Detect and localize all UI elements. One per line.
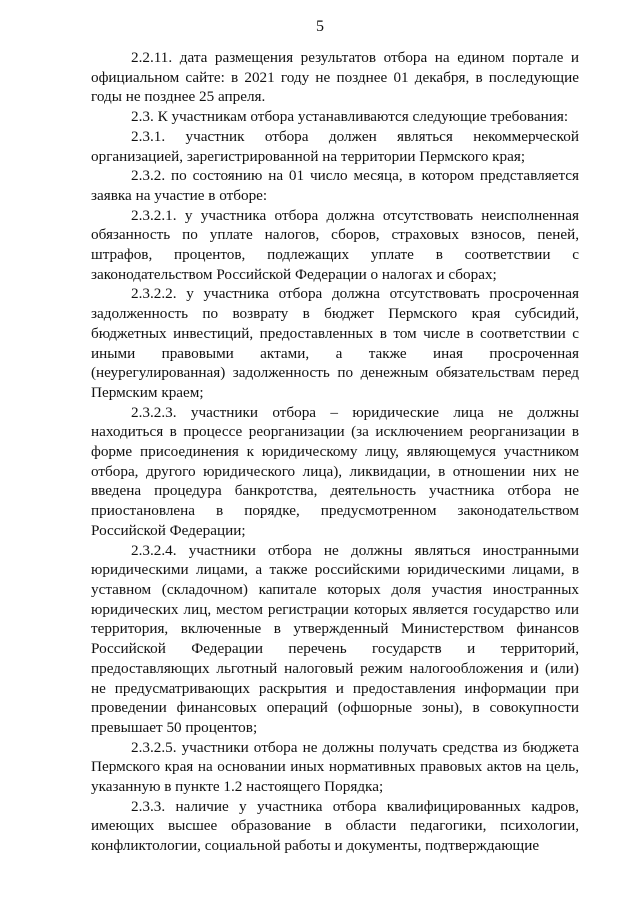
paragraph-2-3-1: 2.3.1. участник отбора должен являться некоммерческой организацией, зарегистрированной на территории Пермского края; <box>91 127 579 165</box>
paragraph-2-3-2-3: 2.3.2.3. участники отбора – юридические лица не должны находиться в процессе реорганизации (за исключением реорганизации в форме присоединения к юридическому лицу, являющемуся участником отбора, другого юридического лица), ликвидации, в отношении них не введена процедура банкротства, деятельность участника отбора не приостановлена в порядке, предусмотренном законодательством Российской Федерации; <box>91 403 579 539</box>
paragraph-2-2-11: 2.2.11. дата размещения результатов отбора на едином портале и официальном сайте: в 2021 году не позднее 01 декабря, в последующие годы не позднее 25 апреля. <box>91 49 579 106</box>
paragraph-2-3-2-1: 2.3.2.1. у участника отбора должна отсутствовать неисполненная обязанность по уплате налогов, сборов, страховых взносов, пеней, штрафов, процентов, подлежащих уплате в соответствии с законодательством Российской Федерации о налогах и сборах; <box>91 206 579 283</box>
paragraph-2-3-2: 2.3.2. по состоянию на 01 число месяца, в котором представляется заявка на участие в отборе: <box>91 167 579 204</box>
paragraph-2-3-2-5: 2.3.2.5. участники отбора не должны получать средства из бюджета Пермского края на основании иных нормативных правовых актов на цель, указанную в пункте 1.2 настоящего Порядка; <box>91 738 579 796</box>
page-number: 5 <box>316 18 324 35</box>
document-body <box>91 48 579 856</box>
paragraph-2-3-3: 2.3.3. наличие у участника отбора квалифицированных кадров, имеющих высшее образование в области педагогики, психологии, конфликтологии, социальной работы и документы, подтверждающие <box>91 797 579 855</box>
paragraph-2-3: 2.3. К участникам отбора устанавливаются следующие требования: <box>131 108 569 126</box>
paragraph-2-3-2-4: 2.3.2.4. участники отбора не должны являться иностранными юридическими лицами, а также российскими юридическими лицами, в уставном (складочном) капитале которых доля участия иностранных юридических лиц, местом регистрации которых является государство или территория, включенные в утвержденный Министерством финансов Российской Федерации перечень государств и территорий, предоставляющих льготный налоговый режим налогообложения и (или) не предусматривающих раскрытия и предоставления информации при проведении финансовых операций (офшорные зоны), в совокупности превышает 50 процентов; <box>91 541 579 736</box>
paragraph-2-3-2-2: 2.3.2.2. у участника отбора должна отсутствовать просроченная задолженность по возврату в бюджет Пермского края субсидий, бюджетных инвестиций, предоставленных в том числе в соответствии с иными правовыми актами, а также иная просроченная (неурегулированная) задолженность по денежным обязательствам перед Пермским краем; <box>91 285 579 401</box>
